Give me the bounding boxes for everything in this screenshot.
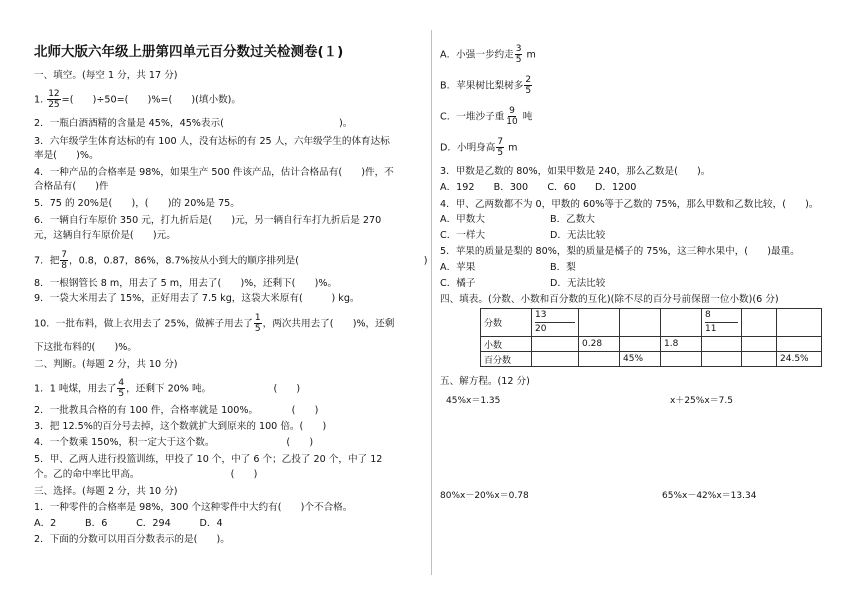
fraction: [515, 44, 523, 65]
table-cell: [532, 337, 579, 352]
question-3-5: 5．苹果的质量是梨的 80%，梨的质量是橘子的 75%，这三种水果中，( )最重。: [440, 246, 800, 257]
question-1-3a: 3．六年级学生体育达标的有 100 人，没有达标的有 25 人，六年级学生的体育达标: [34, 136, 390, 147]
table-cell: [661, 309, 702, 337]
table-cell: [532, 309, 579, 337]
question-1-7: [34, 250, 427, 271]
q-prefix: C．一堆沙子重: [440, 111, 505, 123]
denominator: 20: [535, 322, 575, 336]
conversion-table: [480, 308, 822, 367]
question-1-10b: 下这批布料的( )%。: [34, 342, 137, 353]
table-cell: [702, 352, 742, 367]
fraction: [524, 75, 532, 96]
q-text: ，两次共用去了( )%，还剩: [262, 318, 395, 330]
q-prefix: 7．把: [34, 255, 60, 267]
q-prefix: D．小明身高: [440, 142, 496, 154]
question-2-3: 3．把 12.5%的百分号去掉，这个数就扩大到原来的 100 倍。( ): [34, 421, 327, 432]
question-1-4b: 合格品有( )件: [34, 181, 109, 192]
question-1-2: 2．一瓶白酒酒精的含量是 45%，45%表示( )。: [34, 118, 353, 129]
q-prefix: A．小强一步约走: [440, 49, 514, 61]
question-1-1: [34, 89, 241, 110]
denominator: 8: [61, 261, 68, 271]
fraction: [117, 378, 125, 399]
question-3-5-opt-d: D．无法比较: [550, 278, 606, 289]
question-3-5-opt-a: A．苹果: [440, 262, 476, 273]
question-2-5a: 5．甲、乙两人进行投篮训练，甲投了 10 个，中了 6 个；乙投了 20 个，中了 12: [34, 454, 383, 465]
section-3-heading: 三、选择。(每题 2 分，共 10 分): [34, 486, 178, 497]
question-1-5: 5．75 的 20%是( )，( )的 20%是 75。: [34, 198, 240, 209]
fraction: [496, 137, 504, 158]
q-prefix: 1．1 吨煤，用去了: [34, 383, 117, 395]
numerator: 7: [497, 137, 504, 147]
q-text: 吨: [519, 111, 533, 123]
question-1-3b: 率是( )%。: [34, 150, 99, 161]
fraction: [47, 89, 60, 110]
equation-3: 80%x－20%x＝0.78: [440, 491, 529, 501]
table-cell: 45%: [620, 352, 661, 367]
question-3-1-options: A．2 B．6 C．294 D．4: [34, 518, 223, 529]
numerator: 1: [254, 313, 261, 323]
q-text: ，0.8，0.87，86%，8.7%按从小到大的顺序排列是( ): [69, 255, 428, 267]
question-1-4a: 4．一种产品的合格率是 98%，如果生产 500 件该产品，估计合格品有( )件，不: [34, 167, 394, 178]
q-text: m: [505, 142, 518, 154]
page-title: 北师大版六年级上册第四单元百分数过关检测卷(１): [34, 44, 344, 60]
row-label-decimal: 小数: [481, 337, 532, 352]
section-2-heading: 二、判断。(每题 2 分，共 10 分): [34, 359, 178, 370]
question-1-9: 9．一袋大米用去了 15%，正好用去了 7.5 kg，这袋大米原有( ) kg。: [34, 293, 360, 304]
q-prefix: B．苹果树比梨树多: [440, 80, 524, 92]
question-3-4-opt-c: C．一样大: [440, 230, 486, 241]
denominator: 5: [118, 389, 125, 399]
denominator: 5: [525, 86, 532, 96]
option-b: [440, 75, 533, 96]
q-prefix: 1.: [34, 94, 47, 106]
question-3-5-opt-c: C．橘子: [440, 278, 476, 289]
fraction: [60, 250, 68, 271]
question-2-2: 2．一批教具合格的有 100 件，合格率就是 100%。 ( ): [34, 405, 319, 416]
numerator: 2: [525, 75, 532, 85]
question-1-6a: 6．一辆自行车原价 350 元，打九折后是( )元，另一辆自行车打九折后是 270: [34, 215, 382, 226]
numerator: 8: [705, 310, 711, 320]
question-1-6b: 元，这辆自行车原价是( )元。: [34, 230, 176, 241]
section-4-heading: 四、填表。(分数、小数和百分数的互化)(除不尽的百分号前保留一位小数)(6 分): [440, 294, 779, 305]
q-text: m: [523, 49, 536, 61]
option-c: [440, 106, 532, 127]
numerator: 9: [509, 106, 515, 116]
table-cell: [661, 352, 702, 367]
table-cell: 24.5%: [777, 352, 822, 367]
question-3-5-opt-b: B．梨: [550, 262, 576, 273]
table-row: [481, 309, 822, 337]
question-1-10: [34, 313, 394, 334]
table-cell: [620, 337, 661, 352]
row-label-fraction: 分数: [481, 309, 532, 337]
table-cell: [777, 309, 822, 337]
table-cell: 1.8: [661, 337, 702, 352]
q-text: ，还剩下 20% 吨。 ( ): [126, 383, 301, 395]
table-cell: [620, 309, 661, 337]
row-label-percent: 百分数: [481, 352, 532, 367]
section-1-heading: 一、填空。(每空 1 分，共 17 分): [34, 70, 178, 81]
table-cell: [742, 337, 777, 352]
table-cell: [579, 309, 620, 337]
table-cell: 0.28: [579, 337, 620, 352]
numerator: 3: [515, 44, 522, 54]
question-3-4-opt-b: B．乙数大: [550, 214, 595, 225]
table-row: [481, 337, 822, 352]
table-cell: [702, 337, 742, 352]
equation-1: 45%x＝1.35: [446, 396, 501, 406]
table-row: [481, 352, 822, 367]
q-text: =( )÷50=( )%=( )(填小数)。: [61, 94, 242, 106]
section-5-heading: 五、解方程。(12 分): [440, 376, 530, 387]
table-cell: [777, 337, 822, 352]
q-prefix: 10．一批布料，做上衣用去了 25%，做裤子用去了: [34, 318, 253, 330]
denominator: 11: [705, 322, 738, 336]
option-a: [440, 44, 536, 65]
table-cell: [702, 309, 742, 337]
equation-4: 65%x－42%x＝13.34: [662, 491, 757, 501]
denominator: 10: [506, 117, 518, 127]
fraction: [505, 106, 518, 127]
question-3-4: 4．甲、乙两数都不为 0，甲数的 60%等于乙数的 75%，那么甲数和乙数比较，( )。: [440, 199, 819, 210]
question-2-1: [34, 378, 300, 399]
fraction: [254, 313, 262, 334]
question-2-5b: 个。乙的命中率比甲高。 ( ): [34, 469, 258, 480]
question-3-1: 1．一种零件的合格率是 98%，300 个这种零件中大约有( )个不合格。: [34, 502, 353, 513]
denominator: 25: [48, 100, 60, 110]
question-3-3-options: A．192 B．300 C．60 D．1200: [440, 182, 637, 193]
numerator: 4: [118, 378, 125, 388]
denominator: 5: [254, 324, 261, 334]
question-2-4: 4．一个数乘 150%，积一定大于这个数。 ( ): [34, 437, 314, 448]
question-3-4-opt-a: A．甲数大: [440, 214, 485, 225]
denominator: 5: [497, 148, 504, 158]
denominator: 5: [515, 55, 522, 65]
option-d: [440, 137, 518, 158]
table-cell: [579, 352, 620, 367]
question-3-2: 2．下面的分数可以用百分数表示的是( )。: [34, 534, 230, 545]
equation-2: x＋25%x＝7.5: [670, 396, 733, 406]
numerator: 7: [61, 250, 68, 260]
numerator: 13: [535, 310, 547, 320]
table-cell: [742, 309, 777, 337]
table-cell: [742, 352, 777, 367]
numerator: 12: [48, 89, 60, 99]
question-3-3: 3．甲数是乙数的 80%，如果甲数是 240，那么乙数是( )。: [440, 166, 711, 177]
question-1-8: 8．一根钢管长 8 m，用去了 5 m，用去了( )%，还剩下( )%。: [34, 278, 338, 289]
question-3-4-opt-d: D．无法比较: [550, 230, 606, 241]
table-cell: [532, 352, 579, 367]
column-divider: [431, 30, 432, 575]
